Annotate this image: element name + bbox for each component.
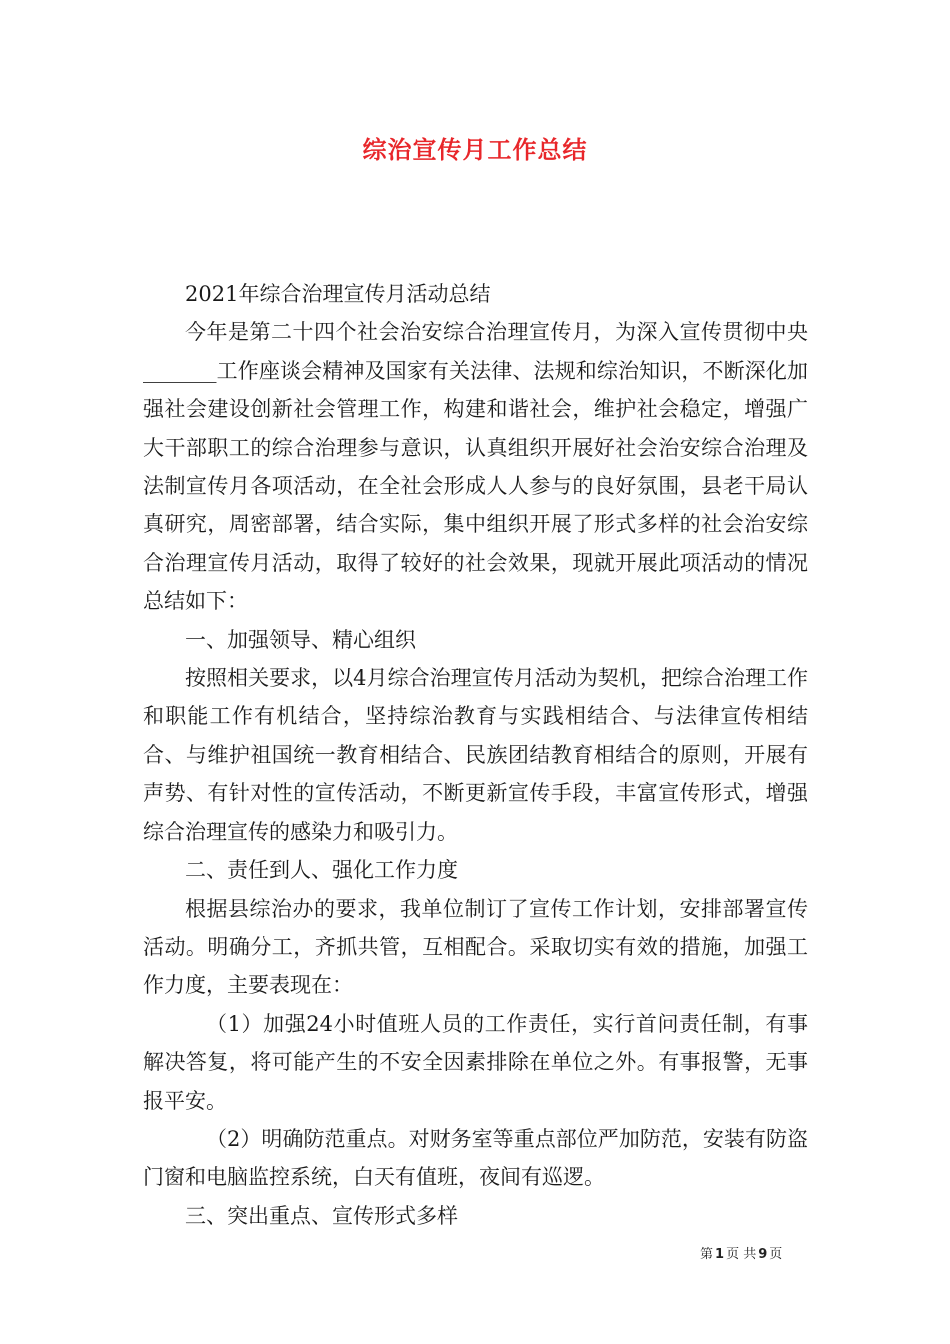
subtitle-paragraph: 2021年综合治理宣传月活动总结 [185, 282, 491, 306]
document-body [143, 275, 808, 1235]
document-title: 综治宣传月工作总结 [362, 135, 588, 164]
current-page-number: 1 [715, 1247, 725, 1262]
footer-prefix: 第 [700, 1247, 714, 1262]
section-1-paragraph: 按照相关要求，以4月综合治理宣传月活动为契机，把综合治理工作和职能工作有机结合，坚持综治教育与实践相结合、与法律宣传相结合、与维护祖国统一教育相结合、民族团结教育相结合的原则，开展有声势、有针对性的宣传活动，不断更新宣传手段，丰富宣传形式，增强综合治理宣传的感染力和吸引力。 [143, 666, 808, 844]
section-heading-2: 二、责任到人、强化工作力度 [185, 858, 458, 883]
section-2-paragraph: 根据县综治办的要求，我单位制订了宣传工作计划，安排部署宣传活动。明确分工，齐抓共管，互相配合。采取切实有效的措施，加强工作力度，主要表现在： [143, 896, 808, 998]
section-2-item-1: （1）加强24小时值班人员的工作责任，实行首问责任制，有事解决答复，将可能产生的不安全因素排除在单位之外。有事报警，无事报平安。 [143, 1011, 808, 1113]
total-pages-number: 9 [758, 1247, 768, 1262]
section-heading-3: 三、突出重点、宣传形式多样 [185, 1203, 458, 1228]
section-heading-1: 一、加强领导、精心组织 [185, 627, 416, 652]
section-2-item-2: （2）明确防范重点。对财务室等重点部位严加防范，安装有防盗门窗和电脑监控系统，白天有值班，夜间有巡逻。 [143, 1126, 808, 1190]
page-number-footer [700, 1246, 782, 1264]
footer-middle: 页 共 [726, 1247, 757, 1262]
footer-suffix: 页 [769, 1247, 783, 1262]
intro-paragraph: 今年是第二十四个社会治安综合治理宣传月，为深入宣传贯彻中央_______工作座谈会精神及国家有关法律、法规和综治知识，不断深化加强社会建设创新社会管理工作，构建和谐社会，维护社会稳定，增强广大干部职工的综合治理参与意识，认真组织开展好社会治安综合治理及法制宣传月各项活动，在全社会形成人人参与的良好氛围，县老干局认真研究，周密部署，结合实际，集中组织开展了形式多样的社会治安综合治理宣传月活动，取得了较好的社会效果，现就开展此项活动的情况总结如下： [143, 320, 808, 614]
